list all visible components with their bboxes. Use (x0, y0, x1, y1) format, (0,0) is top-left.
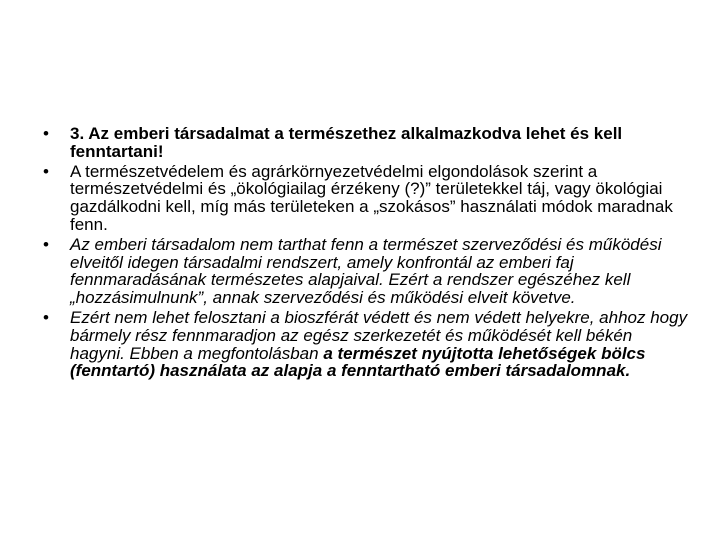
bullet-text: A természetvédelem és agrárkörnyezetvédelmi elgondolások szerint a természetvédelmi és „ökológiailag érzékeny (?)” területekkel táj, vagy ökológiai gazdálkodni kell, míg más területeken a „szokásos” használati módok maradnak fenn. (70, 161, 673, 234)
bullet-text: Ezért nem lehet felosztani a bioszférát védett és nem védett helyekre, ahhoz hogy bármely rész fennmaradjon az egész szerkezetét és működését kell békén hagyni. Ebben a megfontolásban (70, 307, 688, 363)
bullet-marker: • (43, 234, 49, 254)
bullet-item-1 (40, 125, 690, 161)
bullet-text: Az emberi társadalom nem tarthat fenn a természet szerveződési és működési elveitől idegen társadalmi rendszert, amely konfrontál az emberi faj fennmaradásának természetes alapjaival. Ezért a rendszer egészéhez kell „hozzásimulnunk”, annak szerveződési és működési elveit követve. (70, 234, 662, 308)
bullet-text-emphasis: a természet nyújtotta lehetőségek bölcs (fenntartó) használata az alapja a fenntartható emberi társadalomnak. (70, 343, 646, 381)
bullet-marker: • (43, 161, 49, 181)
bullet-item-2 (40, 163, 690, 234)
bullet-item-3 (40, 236, 690, 307)
bullet-marker: • (43, 124, 49, 143)
bullet-item-4 (40, 309, 690, 380)
bullet-list (40, 125, 690, 382)
bullet-text-heading: 3. Az emberi társadalmat a természethez alkalmazkodva lehet és kell fenntartani! (70, 124, 623, 161)
bullet-marker: • (43, 307, 49, 327)
